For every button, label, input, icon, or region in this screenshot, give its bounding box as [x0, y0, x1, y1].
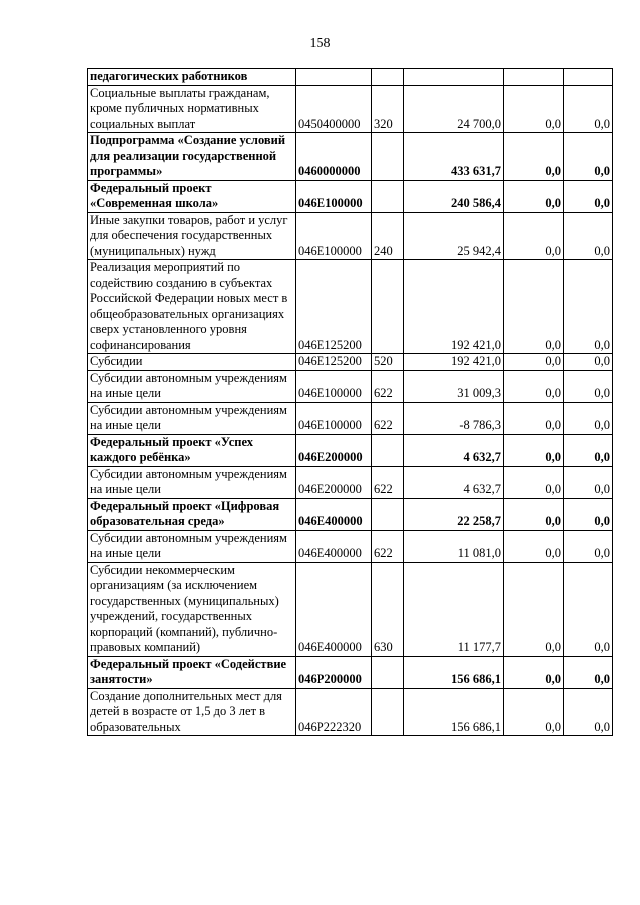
row-name-cell: педагогических работников: [88, 69, 296, 86]
row-amount-1-cell: 240 586,4: [404, 180, 504, 212]
table-row: [88, 180, 613, 212]
row-amount-2-cell: 0,0: [504, 370, 564, 402]
row-expense-type-cell: [372, 260, 404, 354]
row-name-cell: Реализация мероприятий по содействию созданию в субъектах Российской Федерации новых мест в общеобразовательных организациях сверх установленного уровня софинансирования: [88, 260, 296, 354]
row-amount-2-cell: 0,0: [504, 498, 564, 530]
row-expense-type-cell: 622: [372, 466, 404, 498]
row-expense-type-cell: [372, 434, 404, 466]
row-amount-1-cell: 25 942,4: [404, 212, 504, 260]
row-name-cell: Федеральный проект «Цифровая образовательная среда»: [88, 498, 296, 530]
budget-table: [87, 68, 613, 736]
row-amount-3-cell: 0,0: [564, 212, 613, 260]
row-code-cell: 046E100000: [296, 402, 372, 434]
row-code-cell: 046E100000: [296, 212, 372, 260]
row-name-cell: Федеральный проект «Содействие занятости»: [88, 656, 296, 688]
row-code-cell: 046E200000: [296, 466, 372, 498]
row-name-cell: Федеральный проект «Успех каждого ребёнка»: [88, 434, 296, 466]
row-amount-2-cell: 0,0: [504, 212, 564, 260]
row-amount-1-cell: 24 700,0: [404, 85, 504, 133]
row-amount-2-cell: 0,0: [504, 688, 564, 736]
table-row: [88, 212, 613, 260]
row-name-cell: Создание дополнительных мест для детей в возрасте от 1,5 до 3 лет в образовательных: [88, 688, 296, 736]
row-amount-3-cell: 0,0: [564, 85, 613, 133]
row-amount-1-cell: 433 631,7: [404, 133, 504, 181]
row-amount-1-cell: 22 258,7: [404, 498, 504, 530]
row-amount-3-cell: 0,0: [564, 133, 613, 181]
row-amount-3-cell: 0,0: [564, 434, 613, 466]
row-amount-3-cell: 0,0: [564, 562, 613, 656]
row-amount-2-cell: 0,0: [504, 260, 564, 354]
row-expense-type-cell: [372, 688, 404, 736]
row-expense-type-cell: 320: [372, 85, 404, 133]
row-amount-3-cell: 0,0: [564, 466, 613, 498]
row-amount-2-cell: 0,0: [504, 530, 564, 562]
table-row: [88, 260, 613, 354]
row-amount-3-cell: 0,0: [564, 402, 613, 434]
row-amount-1-cell: 31 009,3: [404, 370, 504, 402]
row-expense-type-cell: 622: [372, 402, 404, 434]
row-expense-type-cell: 622: [372, 530, 404, 562]
table-row: [88, 656, 613, 688]
row-expense-type-cell: [372, 133, 404, 181]
row-amount-3-cell: 0,0: [564, 656, 613, 688]
row-amount-1-cell: 192 421,0: [404, 354, 504, 371]
table-row: [88, 69, 613, 86]
row-name-cell: Субсидии автономным учреждениям на иные цели: [88, 370, 296, 402]
row-expense-type-cell: [372, 498, 404, 530]
budget-table-body: [88, 69, 613, 736]
row-expense-type-cell: 240: [372, 212, 404, 260]
table-row: [88, 370, 613, 402]
row-code-cell: 046E125200: [296, 354, 372, 371]
page-number: 158: [309, 36, 331, 51]
row-amount-1-cell: 4 632,7: [404, 466, 504, 498]
row-amount-3-cell: 0,0: [564, 498, 613, 530]
row-code-cell: [296, 69, 372, 86]
row-amount-3-cell: 0,0: [564, 370, 613, 402]
row-name-cell: Субсидии автономным учреждениям на иные цели: [88, 530, 296, 562]
row-amount-1-cell: 11 081,0: [404, 530, 504, 562]
row-expense-type-cell: 520: [372, 354, 404, 371]
row-expense-type-cell: [372, 180, 404, 212]
row-code-cell: 046E125200: [296, 260, 372, 354]
row-expense-type-cell: [372, 69, 404, 86]
row-code-cell: 046E100000: [296, 180, 372, 212]
row-amount-3-cell: 0,0: [564, 530, 613, 562]
table-row: [88, 354, 613, 371]
row-amount-2-cell: 0,0: [504, 354, 564, 371]
row-name-cell: Субсидии: [88, 354, 296, 371]
row-code-cell: 046E200000: [296, 434, 372, 466]
row-code-cell: 0450400000: [296, 85, 372, 133]
row-name-cell: Иные закупки товаров, работ и услуг для обеспечения государственных (муниципальных) нужд: [88, 212, 296, 260]
row-amount-2-cell: 0,0: [504, 466, 564, 498]
row-amount-2-cell: [504, 69, 564, 86]
row-code-cell: 046P222320: [296, 688, 372, 736]
row-name-cell: Субсидии некоммерческим организациям (за исключением государственных (муниципальных) учреждений, государственных корпораций (компаний), публично-правовых компаний): [88, 562, 296, 656]
table-row: [88, 562, 613, 656]
row-amount-2-cell: 0,0: [504, 562, 564, 656]
row-code-cell: 046P200000: [296, 656, 372, 688]
row-name-cell: Субсидии автономным учреждениям на иные цели: [88, 466, 296, 498]
row-amount-1-cell: 156 686,1: [404, 688, 504, 736]
row-amount-2-cell: 0,0: [504, 402, 564, 434]
table-row: [88, 688, 613, 736]
row-expense-type-cell: 622: [372, 370, 404, 402]
row-expense-type-cell: 630: [372, 562, 404, 656]
table-row: [88, 530, 613, 562]
row-amount-3-cell: 0,0: [564, 688, 613, 736]
row-name-cell: Подпрограмма «Создание условий для реализации государственной программы»: [88, 133, 296, 181]
row-name-cell: Федеральный проект «Современная школа»: [88, 180, 296, 212]
row-code-cell: 046E400000: [296, 530, 372, 562]
row-amount-3-cell: 0,0: [564, 260, 613, 354]
row-amount-1-cell: [404, 69, 504, 86]
row-amount-3-cell: 0,0: [564, 180, 613, 212]
row-amount-1-cell: 156 686,1: [404, 656, 504, 688]
row-code-cell: 046E400000: [296, 498, 372, 530]
table-row: [88, 434, 613, 466]
row-code-cell: 046E100000: [296, 370, 372, 402]
row-amount-1-cell: -8 786,3: [404, 402, 504, 434]
table-row: [88, 402, 613, 434]
row-amount-2-cell: 0,0: [504, 434, 564, 466]
row-amount-2-cell: 0,0: [504, 656, 564, 688]
row-name-cell: Социальные выплаты гражданам, кроме публичных нормативных социальных выплат: [88, 85, 296, 133]
row-amount-3-cell: [564, 69, 613, 86]
row-amount-2-cell: 0,0: [504, 133, 564, 181]
row-expense-type-cell: [372, 656, 404, 688]
table-row: [88, 133, 613, 181]
table-row: [88, 466, 613, 498]
row-code-cell: 0460000000: [296, 133, 372, 181]
row-code-cell: 046E400000: [296, 562, 372, 656]
row-amount-1-cell: 11 177,7: [404, 562, 504, 656]
row-amount-2-cell: 0,0: [504, 85, 564, 133]
table-row: [88, 498, 613, 530]
row-amount-3-cell: 0,0: [564, 354, 613, 371]
row-amount-1-cell: 4 632,7: [404, 434, 504, 466]
row-amount-1-cell: 192 421,0: [404, 260, 504, 354]
row-name-cell: Субсидии автономным учреждениям на иные цели: [88, 402, 296, 434]
row-amount-2-cell: 0,0: [504, 180, 564, 212]
table-row: [88, 85, 613, 133]
